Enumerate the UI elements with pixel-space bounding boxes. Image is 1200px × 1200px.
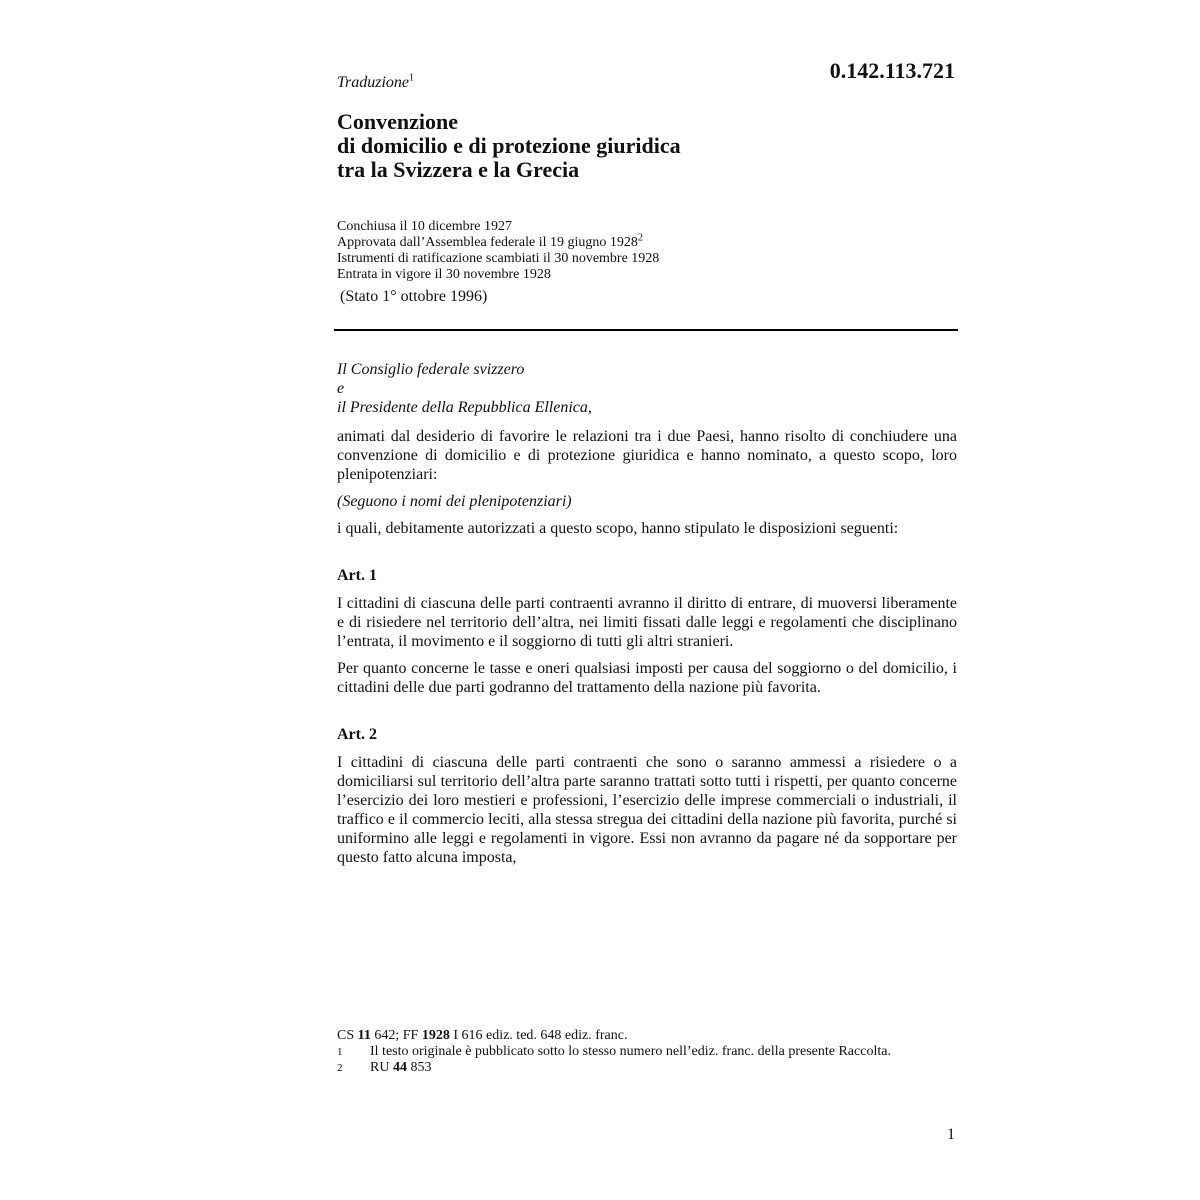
footnote-2-prefix: RU xyxy=(370,1060,390,1075)
ff-year: 1928 xyxy=(421,1028,450,1043)
sr-number: 0.142.113.721 xyxy=(829,58,955,83)
plenipotentiaries-note: (Seguono i nomi dei plenipotenziari) xyxy=(337,493,572,510)
preamble-conjunction: e xyxy=(337,380,345,397)
ratification-date: Istrumenti di ratificazione scambiati il 30 novembre 1928 xyxy=(337,251,660,266)
preamble-text-1: animati dal desiderio di favorire le relazioni tra i due Paesi, hanno risolto di conchiudere una convenzione di domicilio e di protezione giuridica e hanno nominato, a questo scopo, loro plenipotenziari: xyxy=(337,428,957,483)
footnote-2 xyxy=(337,1060,957,1076)
footnote-ref-2[interactable]: 2 xyxy=(637,232,643,244)
footnote-1-text: Il testo originale è pubblicato sotto lo stesso numero nell’ediz. franc. della presente Raccolta. xyxy=(370,1044,891,1059)
ff-rest: I 616 ediz. ted. 648 ediz. franc. xyxy=(453,1028,628,1043)
page-number: 1 xyxy=(947,1126,955,1143)
translation-label-text: Traduzione xyxy=(337,74,410,91)
source-reference xyxy=(337,1028,957,1044)
footnote-2-volume: 44 xyxy=(392,1060,407,1075)
footnote-1 xyxy=(337,1044,957,1060)
article-1-paragraph-1: I cittadini di ciascuna delle parti contraenti avranno il diritto di entrare, di muoversi liberamente e di risiedere nel territorio dell’altra, nei limiti fissati dalle leggi e regolamenti che disciplinano l’entrata, il movimento e il soggiorno di tutti gli altri stranieri. xyxy=(337,595,957,650)
title-line-2: di domicilio e di protezione giuridica xyxy=(337,133,681,158)
cs-page: 642; FF xyxy=(374,1028,419,1043)
translation-label xyxy=(337,74,414,92)
cs-label: CS xyxy=(337,1028,355,1043)
footnote-1-number: 1 xyxy=(337,1046,343,1058)
approved-date-text: Approvata dall’Assemblea federale il 19 giugno 1928 xyxy=(337,235,638,250)
title-line-1: Convenzione xyxy=(337,109,458,134)
in-force-date: Entrata in vigore il 30 novembre 1928 xyxy=(337,267,551,282)
header-divider xyxy=(334,329,958,331)
title-line-3: tra la Svizzera e la Grecia xyxy=(337,157,580,182)
preamble-text-2: i quali, debitamente autorizzati a questo scopo, hanno stipulato le disposizioni seguenti: xyxy=(337,520,899,537)
footnote-2-page: 853 xyxy=(410,1060,432,1075)
footnote-2-number: 2 xyxy=(337,1062,343,1074)
article-2-paragraph-1: I cittadini di ciascuna delle parti contraenti che sono o saranno ammessi a risiedere o a domiciliarsi sul territorio dell’altra parte saranno trattati sotto tutti i rispetti, per quanto concerne l’esercizio dei loro mestieri e professioni, l’esercizio delle imprese commerciali o industriali, il traffico e il commercio leciti, alla stessa stregua dei cittadini della nazione più favorita, purché si uniformino alle leggi e regolamenti in vigore. Essi non avranno da pagare né da sopportare per questo fatto alcuna imposta, xyxy=(337,754,957,866)
document-title xyxy=(337,110,957,182)
cs-volume: 11 xyxy=(357,1028,371,1043)
article-2-title: Art. 2 xyxy=(337,726,377,743)
article-1-title: Art. 1 xyxy=(337,567,377,584)
footnotes xyxy=(337,1028,957,1076)
treaty-metadata xyxy=(337,219,957,305)
preamble-party-1: Il Consiglio federale svizzero xyxy=(337,361,525,378)
preamble-party-2: il Presidente della Repubblica Ellenica, xyxy=(337,399,592,416)
footnote-ref-1[interactable]: 1 xyxy=(409,72,415,84)
concluded-date: Conchiusa il 10 dicembre 1927 xyxy=(337,219,512,234)
status-date: (Stato 1° ottobre 1996) xyxy=(340,288,488,305)
footnote-2-text xyxy=(370,1060,957,1076)
approved-date xyxy=(337,232,957,251)
document-body xyxy=(337,360,957,875)
article-1-paragraph-2: Per quanto concerne le tasse e oneri qualsiasi imposti per causa del soggiorno o del domicilio, i cittadini delle due parti godranno del trattamento della nazione più favorita. xyxy=(337,660,957,696)
